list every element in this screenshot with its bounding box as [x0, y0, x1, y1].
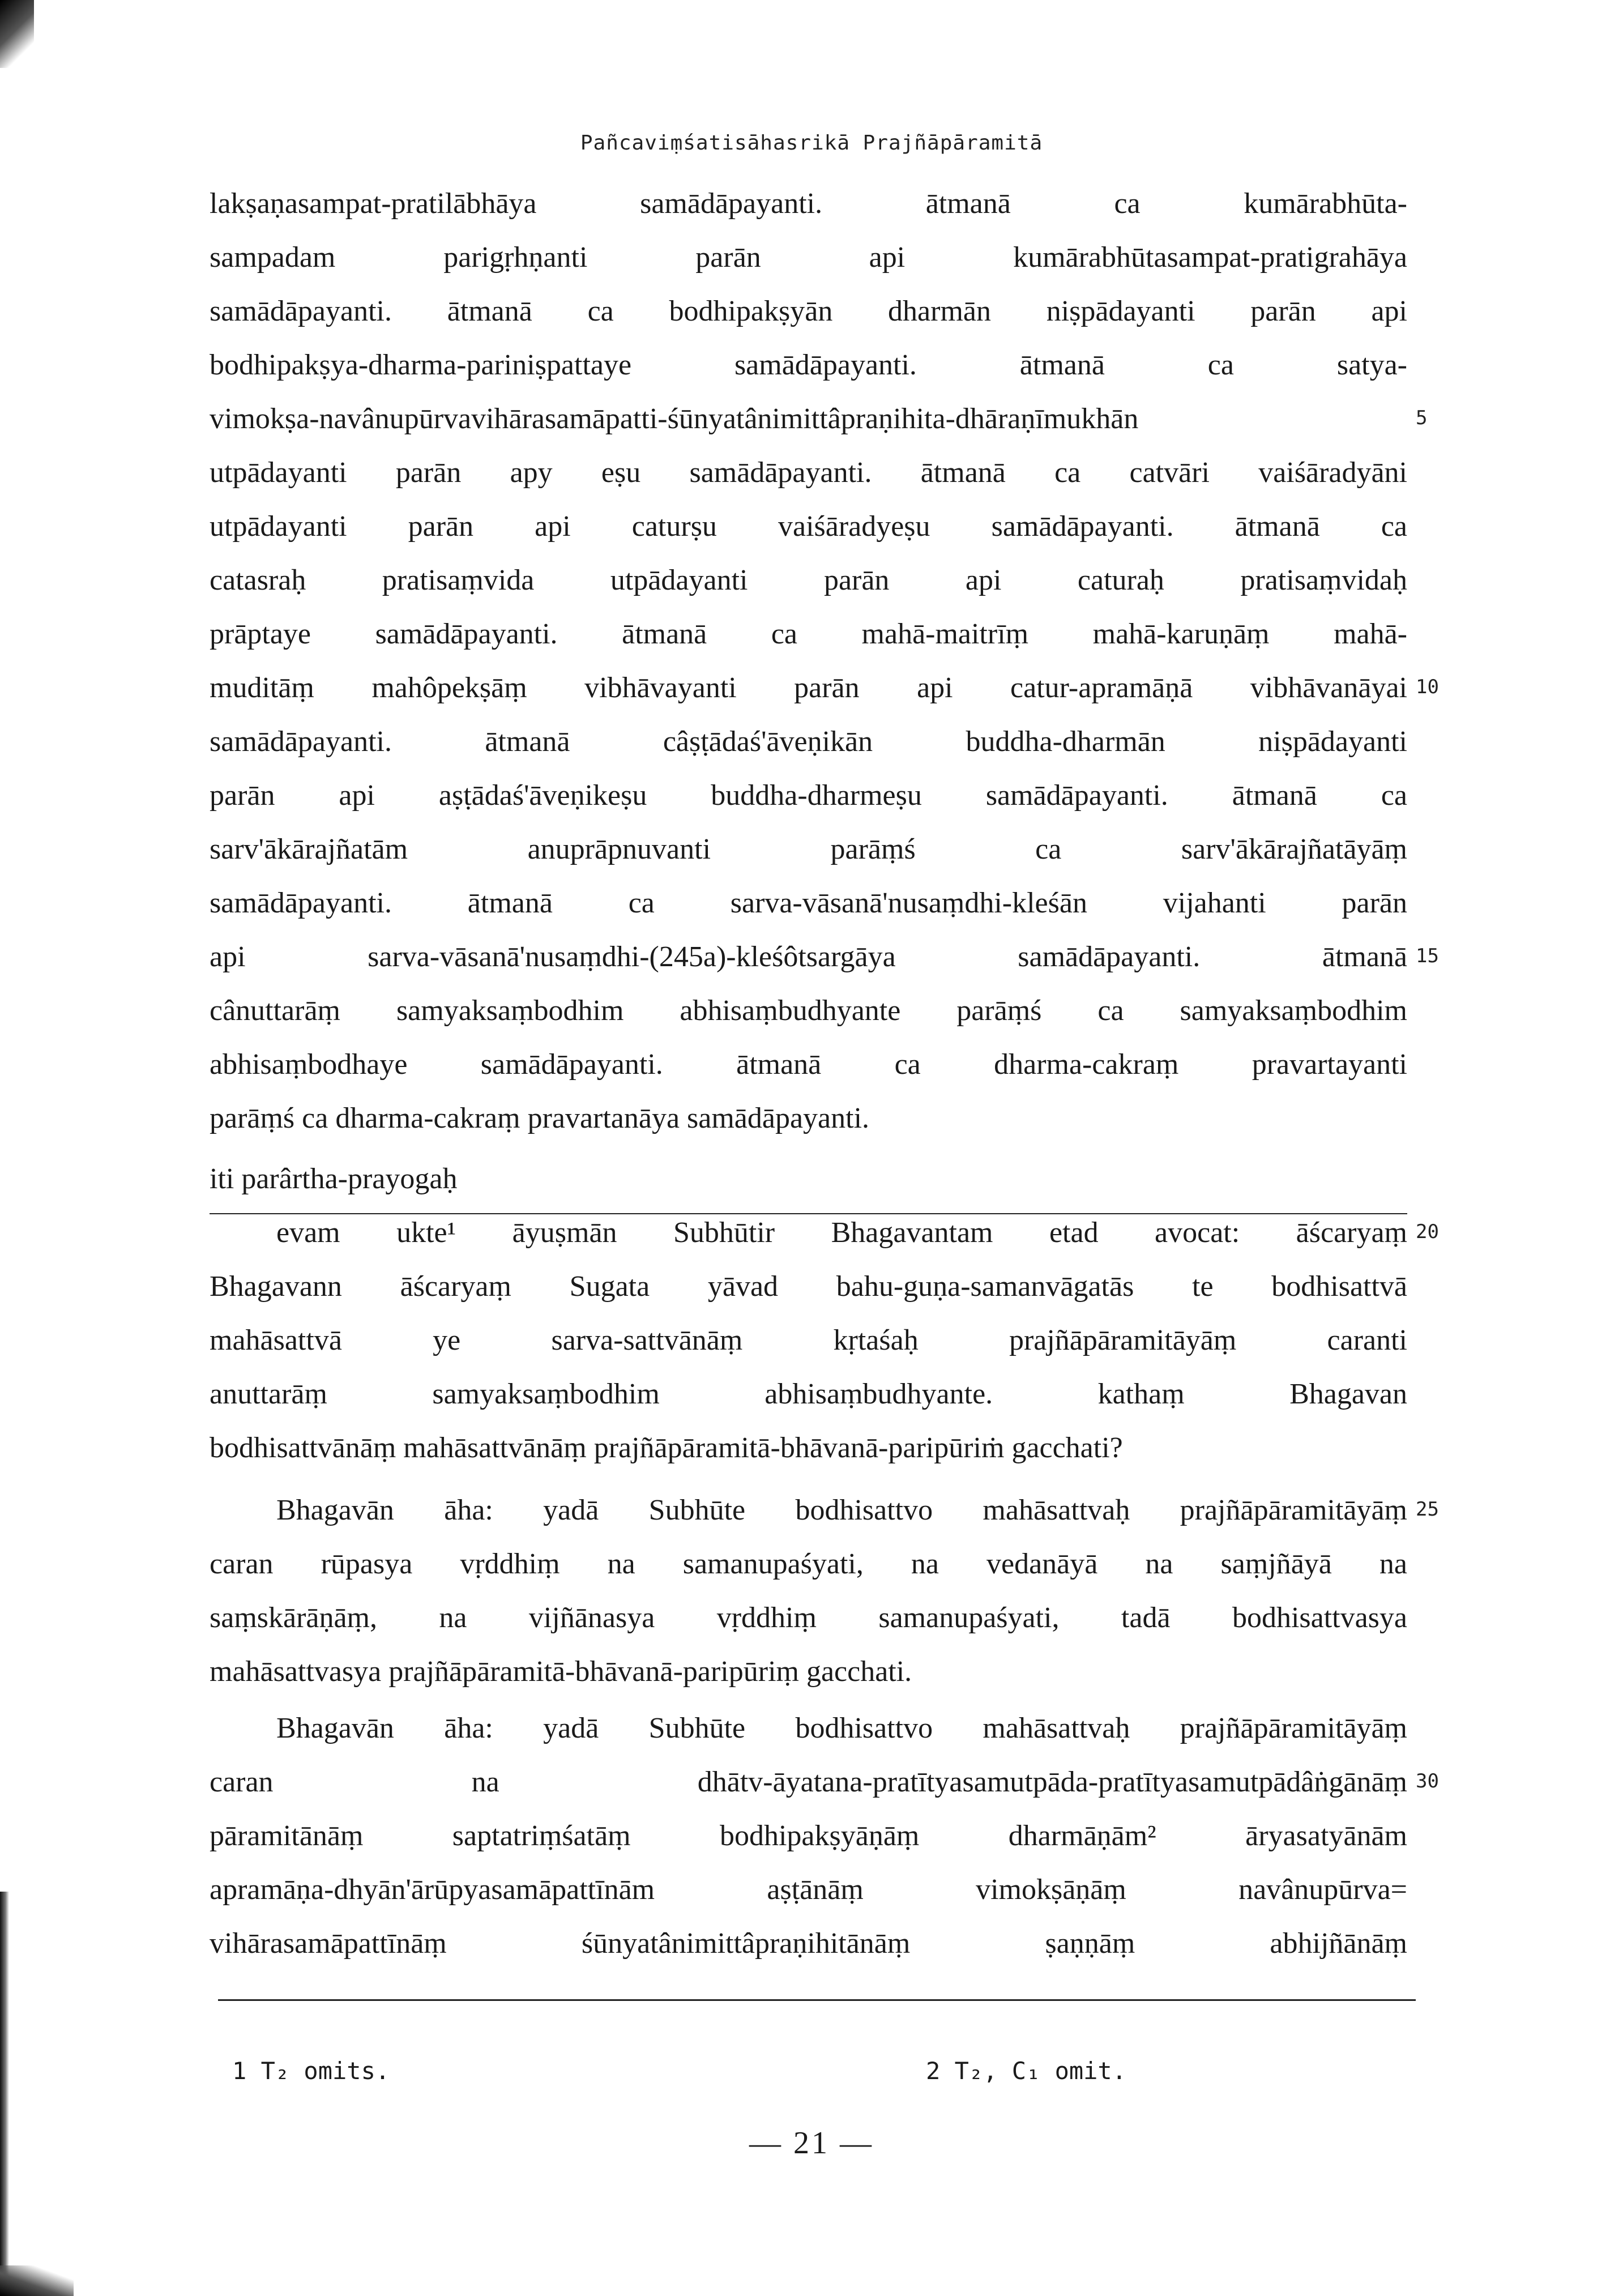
text-line: Bhagavān āha: yadā Subhūte bodhisattvo mahāsattvaḥ prajñāpāramitāyāṃ: [276, 1494, 1407, 1526]
text-line: samādāpayanti. ātmanā ca bodhipakṣyān dharmān niṣpādayanti parān api: [210, 295, 1407, 327]
text-line: mahāsattvasya prajñāpāramitā-bhāvanā-paripūriṃ gacchati.: [210, 1655, 912, 1688]
section-heading: iti parârtha-prayogaḥ: [210, 1163, 458, 1195]
line-number: 15: [1416, 945, 1439, 967]
scan-shadow-bottom: [0, 2265, 74, 2296]
line-number: 20: [1416, 1220, 1439, 1243]
page-number: — 21 —: [749, 2126, 874, 2161]
text-line: parāṃś ca dharma-cakraṃ pravartanāya samādāpayanti.: [210, 1102, 870, 1134]
text-line: apramāṇa-dhyān'ārūpyasamāpattīnām aṣṭānāṃ vimokṣāṇāṃ navânupūrva=: [210, 1873, 1407, 1906]
footnote-separator: [218, 1999, 1416, 2001]
text-line: utpādayanti parān api caturṣu vaiśāradyeṣu samādāpayanti. ātmanā ca: [210, 510, 1407, 543]
scan-shadow-side: [0, 1892, 9, 2296]
line-number: 10: [1416, 676, 1439, 698]
text-line: utpādayanti parān apy eṣu samādāpayanti. ātmanā ca catvāri vaiśāradyāni: [210, 456, 1407, 489]
text-line: evam ukte¹ āyuṣmān Subhūtir Bhagavantam etad avocat: āścaryaṃ: [276, 1217, 1407, 1249]
text-line: abhisaṃbodhaye samādāpayanti. ātmanā ca dharma-cakraṃ pravartayanti: [210, 1048, 1407, 1081]
text-line: saṃskārāṇāṃ, na vijñānasya vṛddhiṃ samanupaśyati, tadā bodhisattvasya: [210, 1602, 1407, 1634]
text-line: caran na dhātv-āyatana-pratītyasamutpāda-pratītyasamutpādâṅgānāṃ: [210, 1766, 1407, 1798]
running-head: Pañcaviṃśatisāhasrikā Prajñāpāramitā: [580, 131, 1043, 155]
text-line: cânuttarāṃ samyaksaṃbodhim abhisaṃbudhyante parāṃś ca samyaksaṃbodhim: [210, 995, 1407, 1027]
text-line: vimokṣa-navânupūrvavihārasamāpatti-śūnyatânimittâpraṇihita-dhāraṇīmukhān: [210, 403, 1139, 435]
line-number: 30: [1416, 1770, 1439, 1793]
line-number: 25: [1416, 1498, 1439, 1521]
text-line: catasraḥ pratisaṃvida utpādayanti parān api caturaḥ pratisaṃvidaḥ: [210, 564, 1407, 596]
text-line: anuttarāṃ samyaksaṃbodhim abhisaṃbudhyante. kathaṃ Bhagavan: [210, 1378, 1407, 1410]
scan-shadow-top: [0, 0, 34, 68]
text-line: Bhagavann āścaryaṃ Sugata yāvad bahu-guṇa-samanvāgatās te bodhisattvā: [210, 1270, 1407, 1303]
footnote-2: 2 T₂, C₁ omit.: [926, 2057, 1127, 2085]
text-line: samādāpayanti. ātmanā câṣṭādaś'āveṇikān buddha-dharmān niṣpādayanti: [210, 725, 1407, 758]
text-line: mahāsattvā ye sarva-sattvānāṃ kṛtaśaḥ prajñāpāramitāyāṃ caranti: [210, 1324, 1407, 1356]
text-line: parān api aṣṭādaś'āveṇikeṣu buddha-dharmeṣu samādāpayanti. ātmanā ca: [210, 779, 1407, 812]
text-line: vihārasamāpattīnāṃ śūnyatânimittâpraṇihitānāṃ ṣaṇṇāṃ abhijñānāṃ: [210, 1927, 1407, 1960]
text-line: sarv'ākārajñatām anuprāpnuvanti parāṃś ca sarv'ākārajñatāyāṃ: [210, 833, 1407, 865]
text-line: muditāṃ mahôpekṣāṃ vibhāvayanti parān api catur-apramāṇā vibhāvanāyai: [210, 672, 1407, 704]
text-line: pāramitānāṃ saptatriṃśatāṃ bodhipakṣyāṇāṃ dharmāṇām² āryasatyānām: [210, 1820, 1407, 1852]
text-line: api sarva-vāsanā'nusaṃdhi-(245a)-kleśôtsargāya samādāpayanti. ātmanā: [210, 941, 1407, 973]
text-line: sampadam parigṛhṇanti parān api kumārabhūtasampat-pratigrahāya: [210, 241, 1407, 274]
text-line: lakṣaṇasampat-pratilābhāya samādāpayanti. ātmanā ca kumārabhūta-: [210, 187, 1407, 220]
text-line: samādāpayanti. ātmanā ca sarva-vāsanā'nusaṃdhi-kleśān vijahanti parān: [210, 887, 1407, 919]
text-line: prāptaye samādāpayanti. ātmanā ca mahā-maitrīṃ mahā-karuṇāṃ mahā-: [210, 618, 1407, 650]
heading-underline: [210, 1213, 1407, 1214]
footnote-1: 1 T₂ omits.: [232, 2057, 390, 2085]
line-number: 5: [1416, 407, 1428, 429]
text-line: Bhagavān āha: yadā Subhūte bodhisattvo mahāsattvaḥ prajñāpāramitāyāṃ: [276, 1712, 1407, 1744]
text-line: bodhisattvānāṃ mahāsattvānāṃ prajñāpāramitā-bhāvanā-paripūriṁ gacchati?: [210, 1432, 1123, 1464]
text-line: caran rūpasya vṛddhiṃ na samanupaśyati, na vedanāyā na saṃjñāyā na: [210, 1548, 1407, 1580]
text-line: bodhipakṣya-dharma-pariniṣpattaye samādāpayanti. ātmanā ca satya-: [210, 349, 1407, 381]
